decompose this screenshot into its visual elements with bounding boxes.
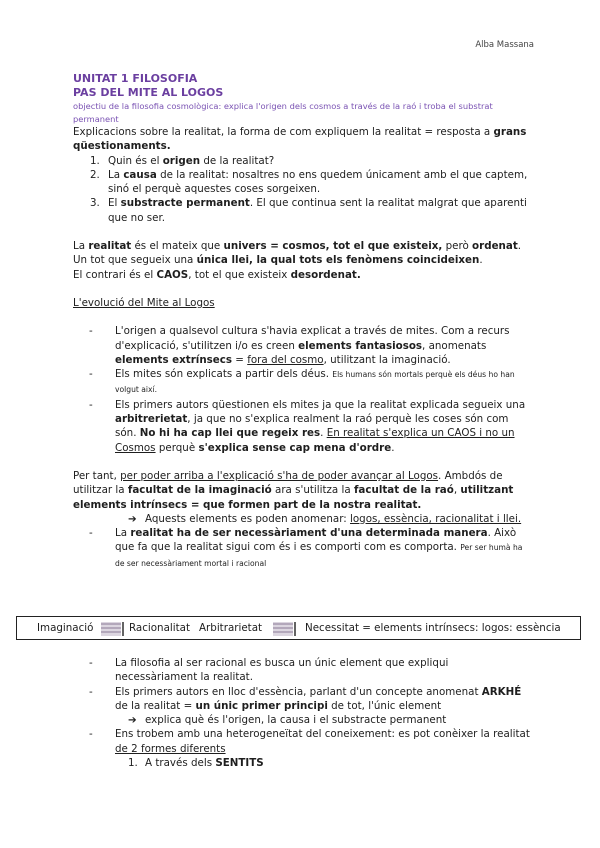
forms-list bbox=[73, 756, 533, 770]
concept-racionalitat: Racionalitat bbox=[129, 622, 191, 634]
bullet-item: - Ens trobem amb una heterogeneïtat del coneixement: es pot conèixer la realitat de 2 formes diferents bbox=[89, 728, 530, 755]
bottom-content bbox=[73, 656, 533, 770]
arrow-connector-icon bbox=[99, 620, 129, 638]
conclusion-paragraph: Per tant, per poder arriba a l'explicació s'ha de poder avançar al Logos. Ambdós de utilitzar la facultat de la imaginació ara s'utilitza la facultat de la raó, utilitzant elements intrínsecs = que formen part de la nostra realitat. bbox=[73, 469, 514, 511]
concept-box bbox=[16, 616, 581, 640]
list-item: 2. La causa de la realitat: nosaltres no ens quedem únicament amb el que captem, sinó el perquè aquestes coses sorgeixen. bbox=[90, 168, 528, 196]
bullet-item: - Els primers autors en lloc d'essència, parlant d'un concepte anomenat ARKHÉ de la realitat = un únic primer principi de tot, l'únic element bbox=[89, 685, 522, 712]
bullet-item: - Els mites són explicats a partir dels déus. Els humans són mortals perquè els déus ho han volgut així. bbox=[89, 368, 515, 395]
list-item: 1. Quin és el origen de la realitat? bbox=[90, 154, 275, 167]
bullet-item: - Els primers autors qüestionen els mites ja que la realitat explicada segueix una arbitrerietat, ja que no s'explica realment la raó perquè les coses són com són. No hi ha cap llei que regeix res. En realitat s'explica un CAOS i no un Cosmos perquè s'explica sense cap mena d'ordre. bbox=[89, 398, 526, 454]
intro-list bbox=[73, 154, 533, 225]
document-content bbox=[73, 72, 533, 571]
author-name: Alba Massana bbox=[475, 40, 534, 50]
unit-title: UNITAT 1 FILOSOFIA bbox=[73, 72, 198, 85]
arrow-item: ➔ explica què és l'origen, la causa i el substracte permanent bbox=[128, 714, 447, 727]
arrow-item: ➔ Aquests elements es poden anomenar: logos, essència, racionalitat i llei. bbox=[128, 512, 522, 525]
bullet-item: - L'origen a qualsevol cultura s'havia explicat a través de mites. Com a recurs d'explicació, s'utilitzen i/o es creen elements fantasiosos, anomenats elements extrínsecs = fora del cosmo, utilitzant la imaginació. bbox=[89, 325, 510, 366]
concept-arbitrarietat: Arbitrarietat bbox=[199, 622, 263, 634]
intro-paragraph: Explicacions sobre la realitat, la forma de com expliquem la realitat = resposta a grans qüestionaments. bbox=[73, 126, 527, 153]
arrow-connector-icon bbox=[271, 620, 301, 638]
concept-imaginacio: Imaginació bbox=[37, 622, 94, 634]
arrow-icon: ➔ bbox=[128, 714, 137, 727]
list-item: 1. A través dels SENTITS bbox=[128, 757, 264, 770]
subtitle: PAS DEL MITE AL LOGOS bbox=[73, 86, 224, 99]
section-heading: L'evolució del Mite al Logos bbox=[73, 296, 215, 309]
list-item: 3. El substracte permanent. El que continua sent la realitat malgrat que aparenti que no ser. bbox=[90, 197, 527, 224]
caos-paragraph: El contrari és el CAOS, tot el que existeix desordenat. bbox=[73, 268, 361, 281]
arrow-icon: ➔ bbox=[128, 512, 137, 525]
bullet-item: - La realitat ha de ser necessàriament d'una determinada manera. Això que fa que la realitat sigui com és i es comporti com es comporta. Per ser humà ha de ser necessàriament mortal i racional bbox=[89, 527, 523, 568]
bullet-item: - La filosofia al ser racional es busca un únic element que expliqui necessàriament la realitat. bbox=[89, 657, 449, 684]
objective-text: objectiu de la filosofia cosmològica: explica l'origen dels cosmos a través de la raó i troba el substrat permanent bbox=[73, 101, 493, 124]
realitat-paragraph: La realitat és el mateix que univers = cosmos, tot el que existeix, però ordenat. Un tot que segueix una única llei, la qual tots els fenòmens coincideixen. bbox=[73, 240, 522, 267]
concept-necessitat: Necessitat = elements intrínsecs: logos: essència bbox=[305, 622, 561, 634]
